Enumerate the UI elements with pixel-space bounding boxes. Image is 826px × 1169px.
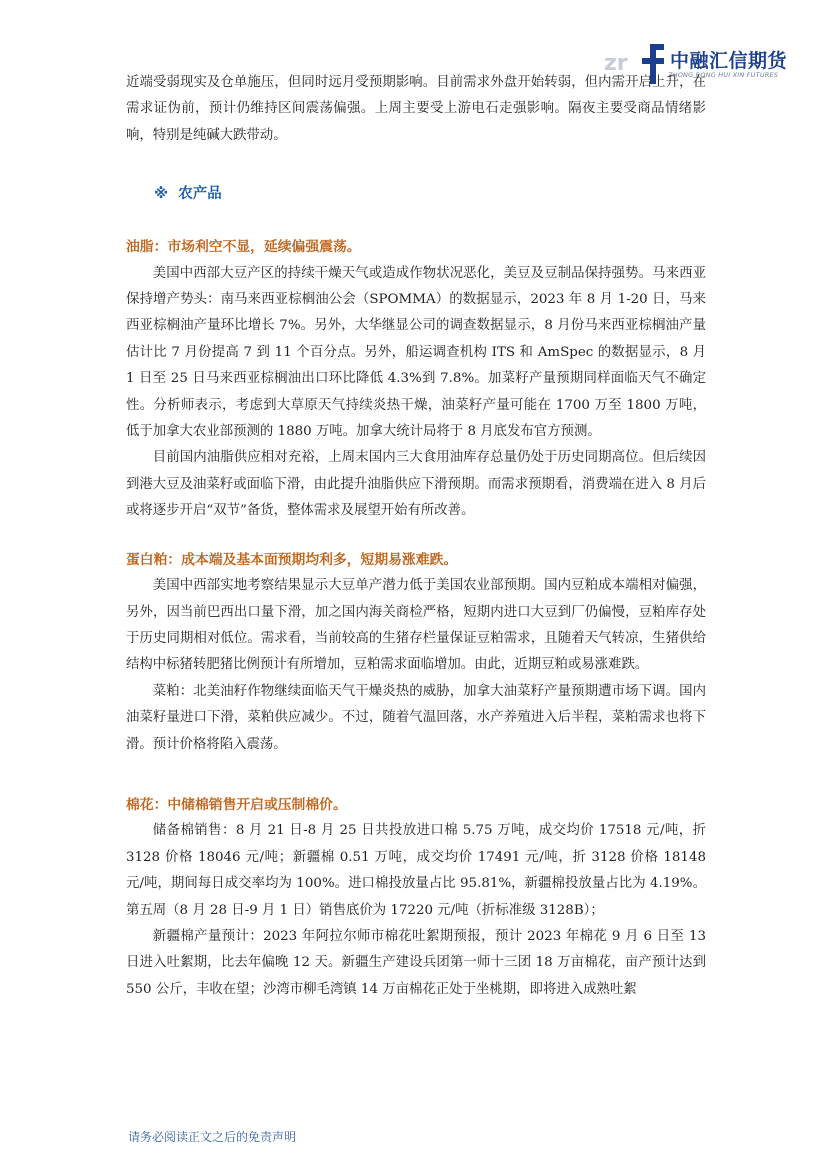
meal-paragraph-2: 菜粕：北美油籽作物继续面临天气干燥炎热的威胁，加拿大油菜籽产量预期遭市场下调。国内油菜籽量进口下滑，菜粕供应减少。不过，随着气温回落，水产养殖进入后半程，菜粕需求也将下滑。预计价格将陷入震荡。 (126, 683, 706, 752)
svg-text:zr: zr (604, 51, 628, 76)
cotton-heading: 棉花：中储棉销售开启或压制棉价。 (126, 796, 347, 813)
section-title: 农产品 (178, 186, 222, 203)
document-body (126, 70, 706, 1003)
cotton-paragraph-1: 储备棉销售：8 月 21 日-8 月 25 日共投放进口棉 5.75 万吨，成交均价 17518 元/吨，折 3128 价格 18046 元/吨；新疆棉 0.51 万吨，成交均价 17491 元/吨，折 3128 价格 18148 元/吨，期间每日成交率均为 100%。进口棉投放量占比 95.81%，新疆棉投放量占比为 4.19%。第五周（8 月 28 日-9 月 1 日）销售底价为 17220 元/吨（折标准级 3128B）； (126, 823, 706, 918)
section-marker: ※ (154, 186, 169, 203)
intro-paragraph: 近端受弱现实及仓单施压，但同时远月受预期影响。目前需求外盘开始转弱，但内需开启上升，在需求证伪前，预计仍维持区间震荡偏强。上周主要受上游电石走强影响。隔夜主要受商品情绪影响，特别是纯碱大跌带动。 (126, 75, 706, 143)
section-title-agriculture (154, 181, 706, 207)
company-name-cn: 中融汇信期货 (670, 50, 788, 72)
cotton-paragraph-2: 新疆棉产量预计：2023 年阿拉尔师市棉花吐絮期预报，预计 2023 年棉花 9 月 6 日至 13 日进入吐絮期，比去年偏晚 12 天。新疆生产建设兵团第一师十三团 18 万亩棉花，亩产预计达到 550 公斤，丰收在望；沙湾市柳毛湾镇 14 万亩棉花正处于坐桃期，即将进入成熟吐絮 (126, 928, 706, 997)
disclaimer-footer: 请务必阅读正文之后的免责声明 (128, 1130, 297, 1144)
oils-paragraph-2: 目前国内油脂供应相对充裕，上周末国内三大食用油库存总量仍处于历史同期高位。但后续因到港大豆及油菜籽或面临下滑，由此提升油脂供应下滑预期。而需求预期看，消费端在进入 8 月后或将逐步开启“双节”备货，整体需求及展望开始有所改善。 (126, 450, 706, 519)
oils-paragraph-1: 美国中西部大豆产区的持续干燥天气或造成作物状况恶化，美豆及豆制品保持强势。马来西亚保持增产势头：南马来西亚棕榈油公会（SPOMMA）的数据显示，2023 年 8 月 1-20 日，马来西亚棕榈油产量环比增长 7%。另外，大华继显公司的调查数据显示，8 月份马来西亚棕榈油产量估计比 7 月份提高 7 到 11 个百分点。另外，船运调查机构 ITS 和 AmSpec 的数据显示，8 月 1 日至 25 日马来西亚棕榈油出口环比降低 4.3%到 7.8%。加菜籽产量预期同样面临天气不确定性。分析师表示，考虑到大草原天气持续炎热干燥，油菜籽产量可能在 1700 万至 1800 万吨，低于加拿大农业部预测的 1880 万吨。加拿大统计局将于 8 月底发布官方预测。 (126, 265, 706, 440)
oils-heading: 油脂：市场利空不显，延续偏强震荡。 (126, 239, 361, 256)
company-name-en: ZHONG RONG HUI XIN FUTURES (668, 71, 779, 79)
meal-heading: 蛋白粕：成本端及基本面预期均利多，短期易涨难跌。 (126, 551, 458, 568)
meal-paragraph-1: 美国中西部实地考察结果显示大豆单产潜力低于美国农业部预期。国内豆粕成本端相对偏强，另外，因当前巴西出口量下滑，加之国内海关商检严格，短期内进口大豆到厂仍偏慢，豆粕库存处于历史同期相对低位。需求看，当前较高的生猪存栏量保证豆粕需求，且随着天气转凉，生猪供给结构中标猪转肥猪比例预计有所增加，豆粕需求面临增加。由此，近期豆粕或易涨难跌。 (126, 578, 706, 673)
